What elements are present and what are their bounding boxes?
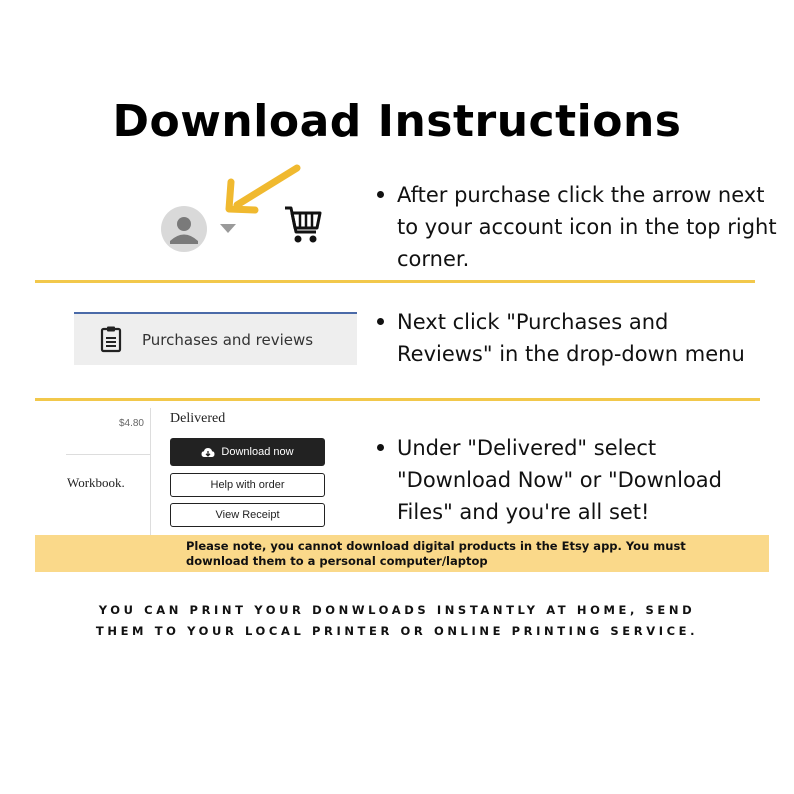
step-2-text: Next click "Purchases and Reviews" in the drop-down menu — [397, 310, 745, 366]
step-1-text: After purchase click the arrow next to your account icon in the top right corner. — [397, 183, 777, 271]
step-2 — [397, 306, 757, 370]
bullet-icon — [377, 444, 384, 451]
section-divider — [35, 280, 755, 283]
footer-text — [0, 600, 794, 642]
help-with-order-button[interactable]: Help with order — [170, 473, 325, 497]
note-text: Please note, you cannot download digital products in the Etsy app. You must download them to a personal computer/laptop — [186, 539, 686, 568]
order-divider — [150, 408, 151, 536]
bullet-icon — [377, 191, 384, 198]
step-1 — [397, 179, 777, 275]
order-divider — [66, 454, 150, 455]
step-3-text: Under "Delivered" select "Download Now" or "Download Files" and you're all set! — [397, 436, 722, 524]
cart-icon[interactable] — [283, 204, 323, 246]
download-now-button[interactable] — [170, 438, 325, 466]
order-product-name[interactable]: Workbook. — [67, 475, 125, 490]
clipboard-icon — [100, 325, 122, 353]
view-receipt-button[interactable]: View Receipt — [170, 503, 325, 527]
purchases-menu-item[interactable] — [74, 312, 357, 365]
download-now-label: Download now — [221, 446, 294, 458]
dropdown-caret-icon[interactable] — [220, 224, 236, 233]
account-icon[interactable] — [161, 206, 207, 252]
purchases-menu-label: Purchases and reviews — [142, 331, 314, 349]
footer-line: YOU CAN PRINT YOUR DONWLOADS INSTANTLY AT HOME, SEND THEM TO YOUR LOCAL PRINTER OR ONLINE PRINTING SERVICE. — [95, 603, 699, 638]
bullet-icon — [377, 318, 384, 325]
note-banner — [35, 535, 769, 572]
cloud-download-icon — [201, 447, 215, 458]
page-title: Download Instructions — [112, 96, 682, 147]
order-price: $4.80 — [118, 418, 144, 429]
section-divider — [35, 398, 760, 401]
order-status: Delivered — [170, 411, 226, 426]
step-3 — [397, 432, 757, 528]
